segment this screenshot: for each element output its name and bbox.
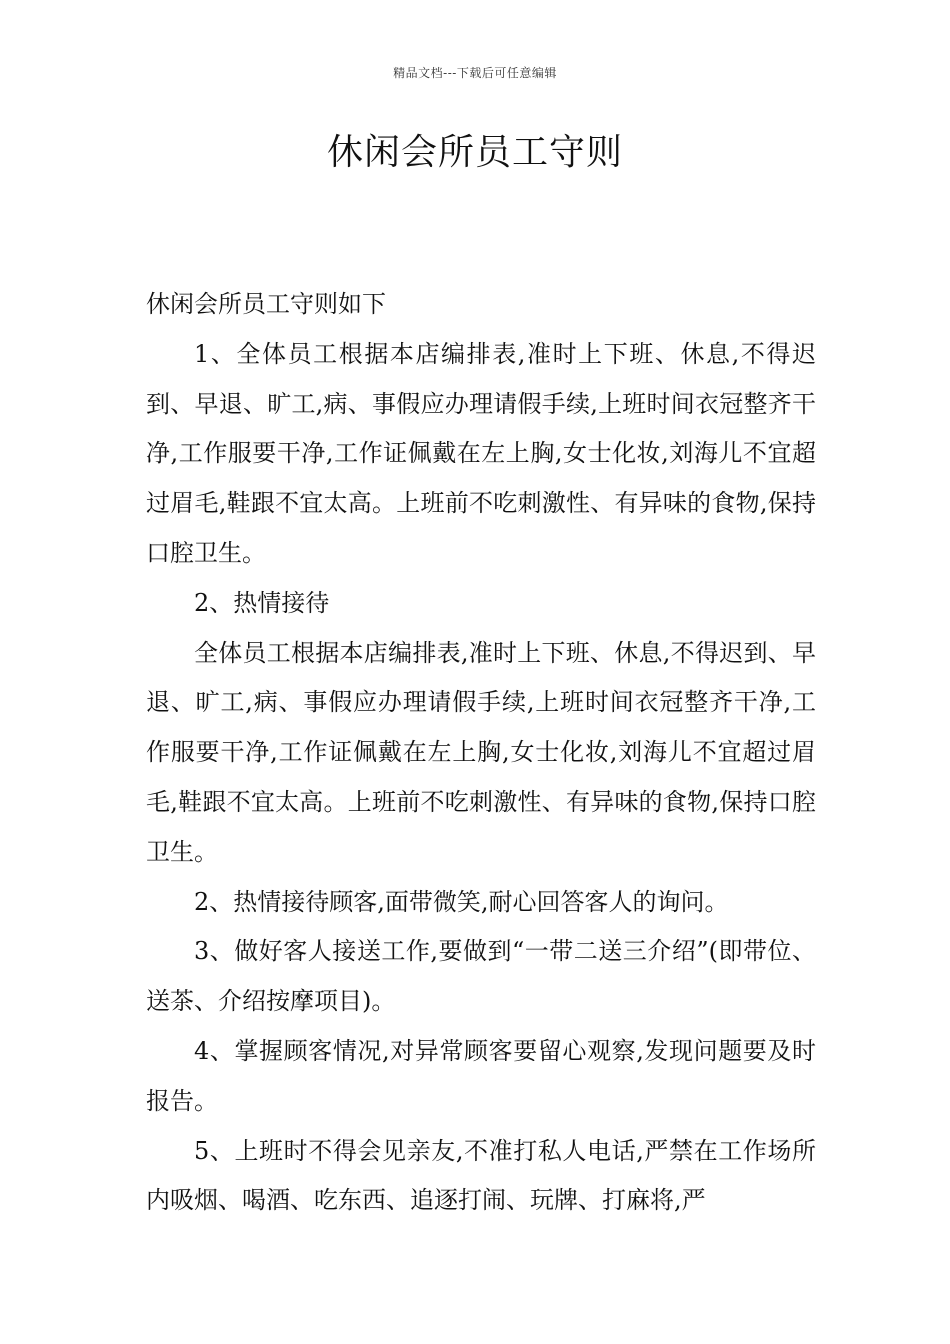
rule-paragraph-3: 3、做好客人接送工作,要做到“一带二送三介绍”(即带位、送茶、介绍按摩项目)。 [146,937,816,1016]
rule-paragraph-2: 2、热情接待顾客,面带微笑,耐心回答客人的询问。 [194,887,729,916]
document-title: 休闲会所员工守则 [326,132,623,173]
rule-paragraph-5: 5、上班时不得会见亲友,不准打私人电话,严禁在工作场所内吸烟、喝酒、吃东西、追逐打闹、玩牌、打麻将,严 [146,1136,816,1215]
document-body [146,280,816,1226]
rule-paragraph-4: 4、掌握顾客情况,对异常顾客要留心观察,发现问题要及时报告。 [146,1036,816,1115]
header-note: 精品文档---下载后可任意编辑 [393,66,557,80]
rule-heading-2: 2、热情接待 [194,588,330,617]
rule-paragraph-repeat: 全体员工根据本店编排表,准时上下班、休息,不得迟到、早退、旷工,病、事假应办理请假手续,上班时间衣冠整齐干净,工作服要干净,工作证佩戴在左上胸,女士化妆,刘海儿不宜超过眉毛,鞋跟不宜太高。上班前不吃刺激性、有异味的食物,保持口腔卫生。 [146,638,816,866]
intro-paragraph: 休闲会所员工守则如下 [146,290,386,318]
rule-paragraph-1: 1、全体员工根据本店编排表,准时上下班、休息,不得迟到、早退、旷工,病、事假应办理请假手续,上班时间衣冠整齐干净,工作服要干净,工作证佩戴在左上胸,女士化妆,刘海儿不宜超过眉毛,鞋跟不宜太高。上班前不吃刺激性、有异味的食物,保持口腔卫生。 [146,339,816,567]
